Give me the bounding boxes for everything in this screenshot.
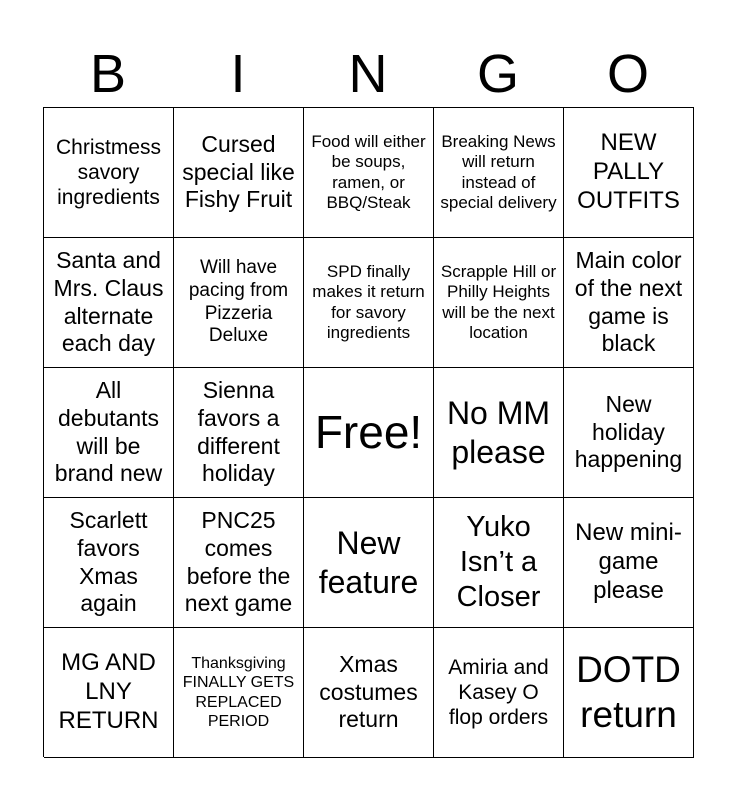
cell-text: Yuko Isn’t a Closer <box>456 511 541 613</box>
bingo-cell-n2[interactable] <box>304 238 434 368</box>
cell-text: Main color of the next game is black <box>574 247 683 357</box>
header-letter-g: G <box>476 44 519 104</box>
bingo-cell-n4[interactable] <box>304 498 434 628</box>
cell-text: Will have pacing from Pizzeria Deluxe <box>188 256 289 347</box>
cell-text: Scrapple Hill or Philly Heights will be the next location <box>440 261 557 342</box>
cell-text: PNC25 comes before the next game <box>184 507 293 617</box>
header-letter-b: B <box>89 44 127 104</box>
cell-text: No MM please <box>446 395 551 470</box>
bingo-cell-b2[interactable] <box>44 238 174 368</box>
bingo-cell-o4[interactable] <box>564 498 694 628</box>
bingo-cell-o3[interactable] <box>564 368 694 498</box>
bingo-cell-i1[interactable] <box>174 108 304 238</box>
bingo-cell-g3[interactable] <box>434 368 564 498</box>
bingo-cell-g4[interactable] <box>434 498 564 628</box>
bingo-header <box>43 40 693 108</box>
cell-text: Free! <box>314 405 423 458</box>
cell-text: Sienna favors a different holiday <box>197 377 280 487</box>
bingo-cell-i5[interactable] <box>174 628 304 758</box>
bingo-cell-o5[interactable] <box>564 628 694 758</box>
cell-text: Christmess savory ingredients <box>55 135 161 210</box>
bingo-cell-i2[interactable] <box>174 238 304 368</box>
cell-text: Scarlett favors Xmas again <box>69 507 148 617</box>
cell-text: New mini-game please <box>575 519 682 604</box>
bingo-cell-b3[interactable] <box>44 368 174 498</box>
cell-text: Food will either be soups, ramen, or BBQ/Steak <box>311 131 426 212</box>
cell-text: New holiday happening <box>574 391 683 473</box>
cell-text: Breaking News will return instead of special delivery <box>440 131 557 212</box>
cell-text: Xmas costumes return <box>319 651 418 733</box>
bingo-cell-o1[interactable] <box>564 108 694 238</box>
header-letter-n: N <box>348 44 388 104</box>
bingo-cell-i4[interactable] <box>174 498 304 628</box>
cell-text: NEW PALLY OUTFITS <box>577 129 680 214</box>
bingo-cell-n5[interactable] <box>304 628 434 758</box>
bingo-cell-b4[interactable] <box>44 498 174 628</box>
bingo-grid <box>43 107 694 757</box>
bingo-cell-n1[interactable] <box>304 108 434 238</box>
cell-text: Amiria and Kasey O flop orders <box>448 655 549 730</box>
bingo-cell-g2[interactable] <box>434 238 564 368</box>
bingo-cell-b1[interactable] <box>44 108 174 238</box>
header-letter-o: O <box>606 44 649 104</box>
cell-text: Thanksgiving FINALLY GETS REPLACED PERIOD <box>182 655 295 730</box>
cell-text: MG AND LNY RETURN <box>58 649 159 734</box>
bingo-cell-i3[interactable] <box>174 368 304 498</box>
bingo-cell-o2[interactable] <box>564 238 694 368</box>
cell-text: Santa and Mrs. Claus alternate each day <box>53 247 164 357</box>
cell-text: SPD finally makes it return for savory ingredients <box>312 261 425 342</box>
bingo-cell-b5[interactable] <box>44 628 174 758</box>
cell-text: All debutants will be brand new <box>54 377 163 487</box>
cell-text: Cursed special like Fishy Fruit <box>182 131 295 213</box>
bingo-cell-free[interactable] <box>304 368 434 498</box>
bingo-cell-g5[interactable] <box>434 628 564 758</box>
header-letter-i: I <box>230 44 246 104</box>
bingo-cell-g1[interactable] <box>434 108 564 238</box>
cell-text: DOTD return <box>576 649 681 735</box>
cell-text: New feature <box>318 525 419 600</box>
